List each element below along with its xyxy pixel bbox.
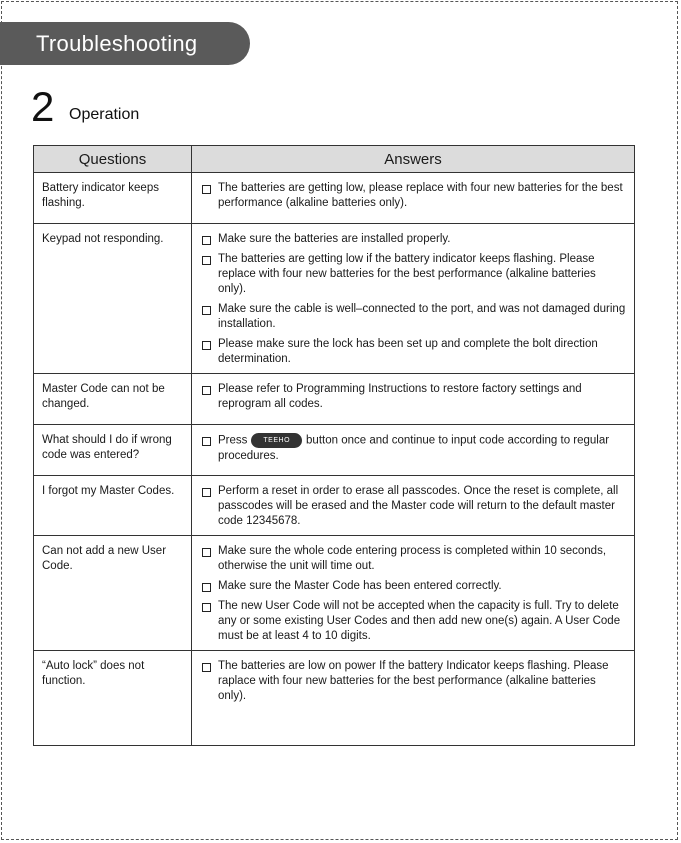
checkbox-square-icon xyxy=(202,386,211,395)
checkbox-square-icon xyxy=(202,306,211,315)
checkbox-square-icon xyxy=(202,548,211,557)
answer-item xyxy=(200,433,626,464)
answer-item xyxy=(200,337,626,367)
answer-cell xyxy=(192,425,635,476)
answer-cell xyxy=(192,536,635,651)
section-title: Operation xyxy=(69,106,140,123)
answer-item xyxy=(200,181,626,211)
table-row xyxy=(34,476,635,536)
section-number: 2 xyxy=(31,83,55,130)
question-cell: What should I do if wrong code was entered? xyxy=(34,425,192,476)
answer-text: The new User Code will not be accepted when the capacity is full. Try to delete any or some existing User Codes and then add new one(s) again. A User Code must be at least 4 to 10 digits. xyxy=(218,600,621,642)
question-cell: Keypad not responding. xyxy=(34,224,192,374)
answer-item xyxy=(200,659,626,704)
answer-item xyxy=(200,382,626,412)
answer-item xyxy=(200,579,626,594)
section-header: Troubleshooting xyxy=(0,22,250,65)
troubleshooting-table xyxy=(33,145,635,746)
question-cell: Battery indicator keeps flashing. xyxy=(34,173,192,224)
answer-text: Make sure the whole code entering process is completed within 10 seconds, otherwise the unit will time out. xyxy=(218,545,607,572)
answer-text: Perform a reset in order to erase all passcodes. Once the reset is complete, all passcodes will be erased and the Master code will return to the default master code 12345678. xyxy=(218,485,619,527)
checkbox-square-icon xyxy=(202,488,211,497)
checkbox-square-icon xyxy=(202,437,211,446)
teeho-button-icon: TEEHO xyxy=(251,433,302,448)
table-row xyxy=(34,224,635,374)
answer-text: Please make sure the lock has been set up and complete the bolt direction determination. xyxy=(218,338,598,365)
table-row xyxy=(34,374,635,425)
answer-text: The batteries are getting low, please replace with four new batteries for the best performance (alkaline batteries only). xyxy=(218,182,623,209)
answer-cell xyxy=(192,173,635,224)
table-header-row xyxy=(34,146,635,173)
answer-cell xyxy=(192,374,635,425)
answer-text: Make sure the Master Code has been entered correctly. xyxy=(218,580,502,592)
answer-text-pre: Press xyxy=(218,434,248,447)
answer-item xyxy=(200,232,626,247)
checkbox-square-icon xyxy=(202,256,211,265)
answer-item xyxy=(200,544,626,574)
table-row xyxy=(34,425,635,476)
table-row xyxy=(34,173,635,224)
answer-cell xyxy=(192,476,635,536)
question-cell: Master Code can not be changed. xyxy=(34,374,192,425)
answer-text: The batteries are getting low if the battery indicator keeps flashing. Please replace with four new batteries for the best performance (alkaline batteries only). xyxy=(218,253,596,295)
question-cell: I forgot my Master Codes. xyxy=(34,476,192,536)
answer-item xyxy=(200,252,626,297)
checkbox-square-icon xyxy=(202,603,211,612)
question-cell: “Auto lock” does not function. xyxy=(34,651,192,746)
answer-text: Make sure the cable is well–connected to the port, and was not damaged during installation. xyxy=(218,303,626,330)
checkbox-square-icon xyxy=(202,583,211,592)
answer-item xyxy=(200,302,626,332)
column-header-answers: Answers xyxy=(192,146,635,173)
checkbox-square-icon xyxy=(202,236,211,245)
checkbox-square-icon xyxy=(202,663,211,672)
answer-text: The batteries are low on power If the battery Indicator keeps flashing. Please raplace with four new batteries for the best performance (alkaline batteries only). xyxy=(218,660,609,702)
answer-cell xyxy=(192,224,635,374)
answer-text xyxy=(218,433,626,464)
table-row xyxy=(34,536,635,651)
answer-cell xyxy=(192,651,635,746)
answer-text: Make sure the batteries are installed properly. xyxy=(218,233,451,245)
checkbox-square-icon xyxy=(202,185,211,194)
answer-text: Please refer to Programming Instructions to restore factory settings and reprogram all codes. xyxy=(218,383,582,410)
question-cell: Can not add a new User Code. xyxy=(34,536,192,651)
answer-item xyxy=(200,484,626,529)
answer-item xyxy=(200,599,626,644)
answer-text-post: button once and continue to input code according to regular procedures. xyxy=(218,434,610,462)
checkbox-square-icon xyxy=(202,341,211,350)
column-header-questions: Questions xyxy=(34,146,192,173)
table-row xyxy=(34,651,635,746)
